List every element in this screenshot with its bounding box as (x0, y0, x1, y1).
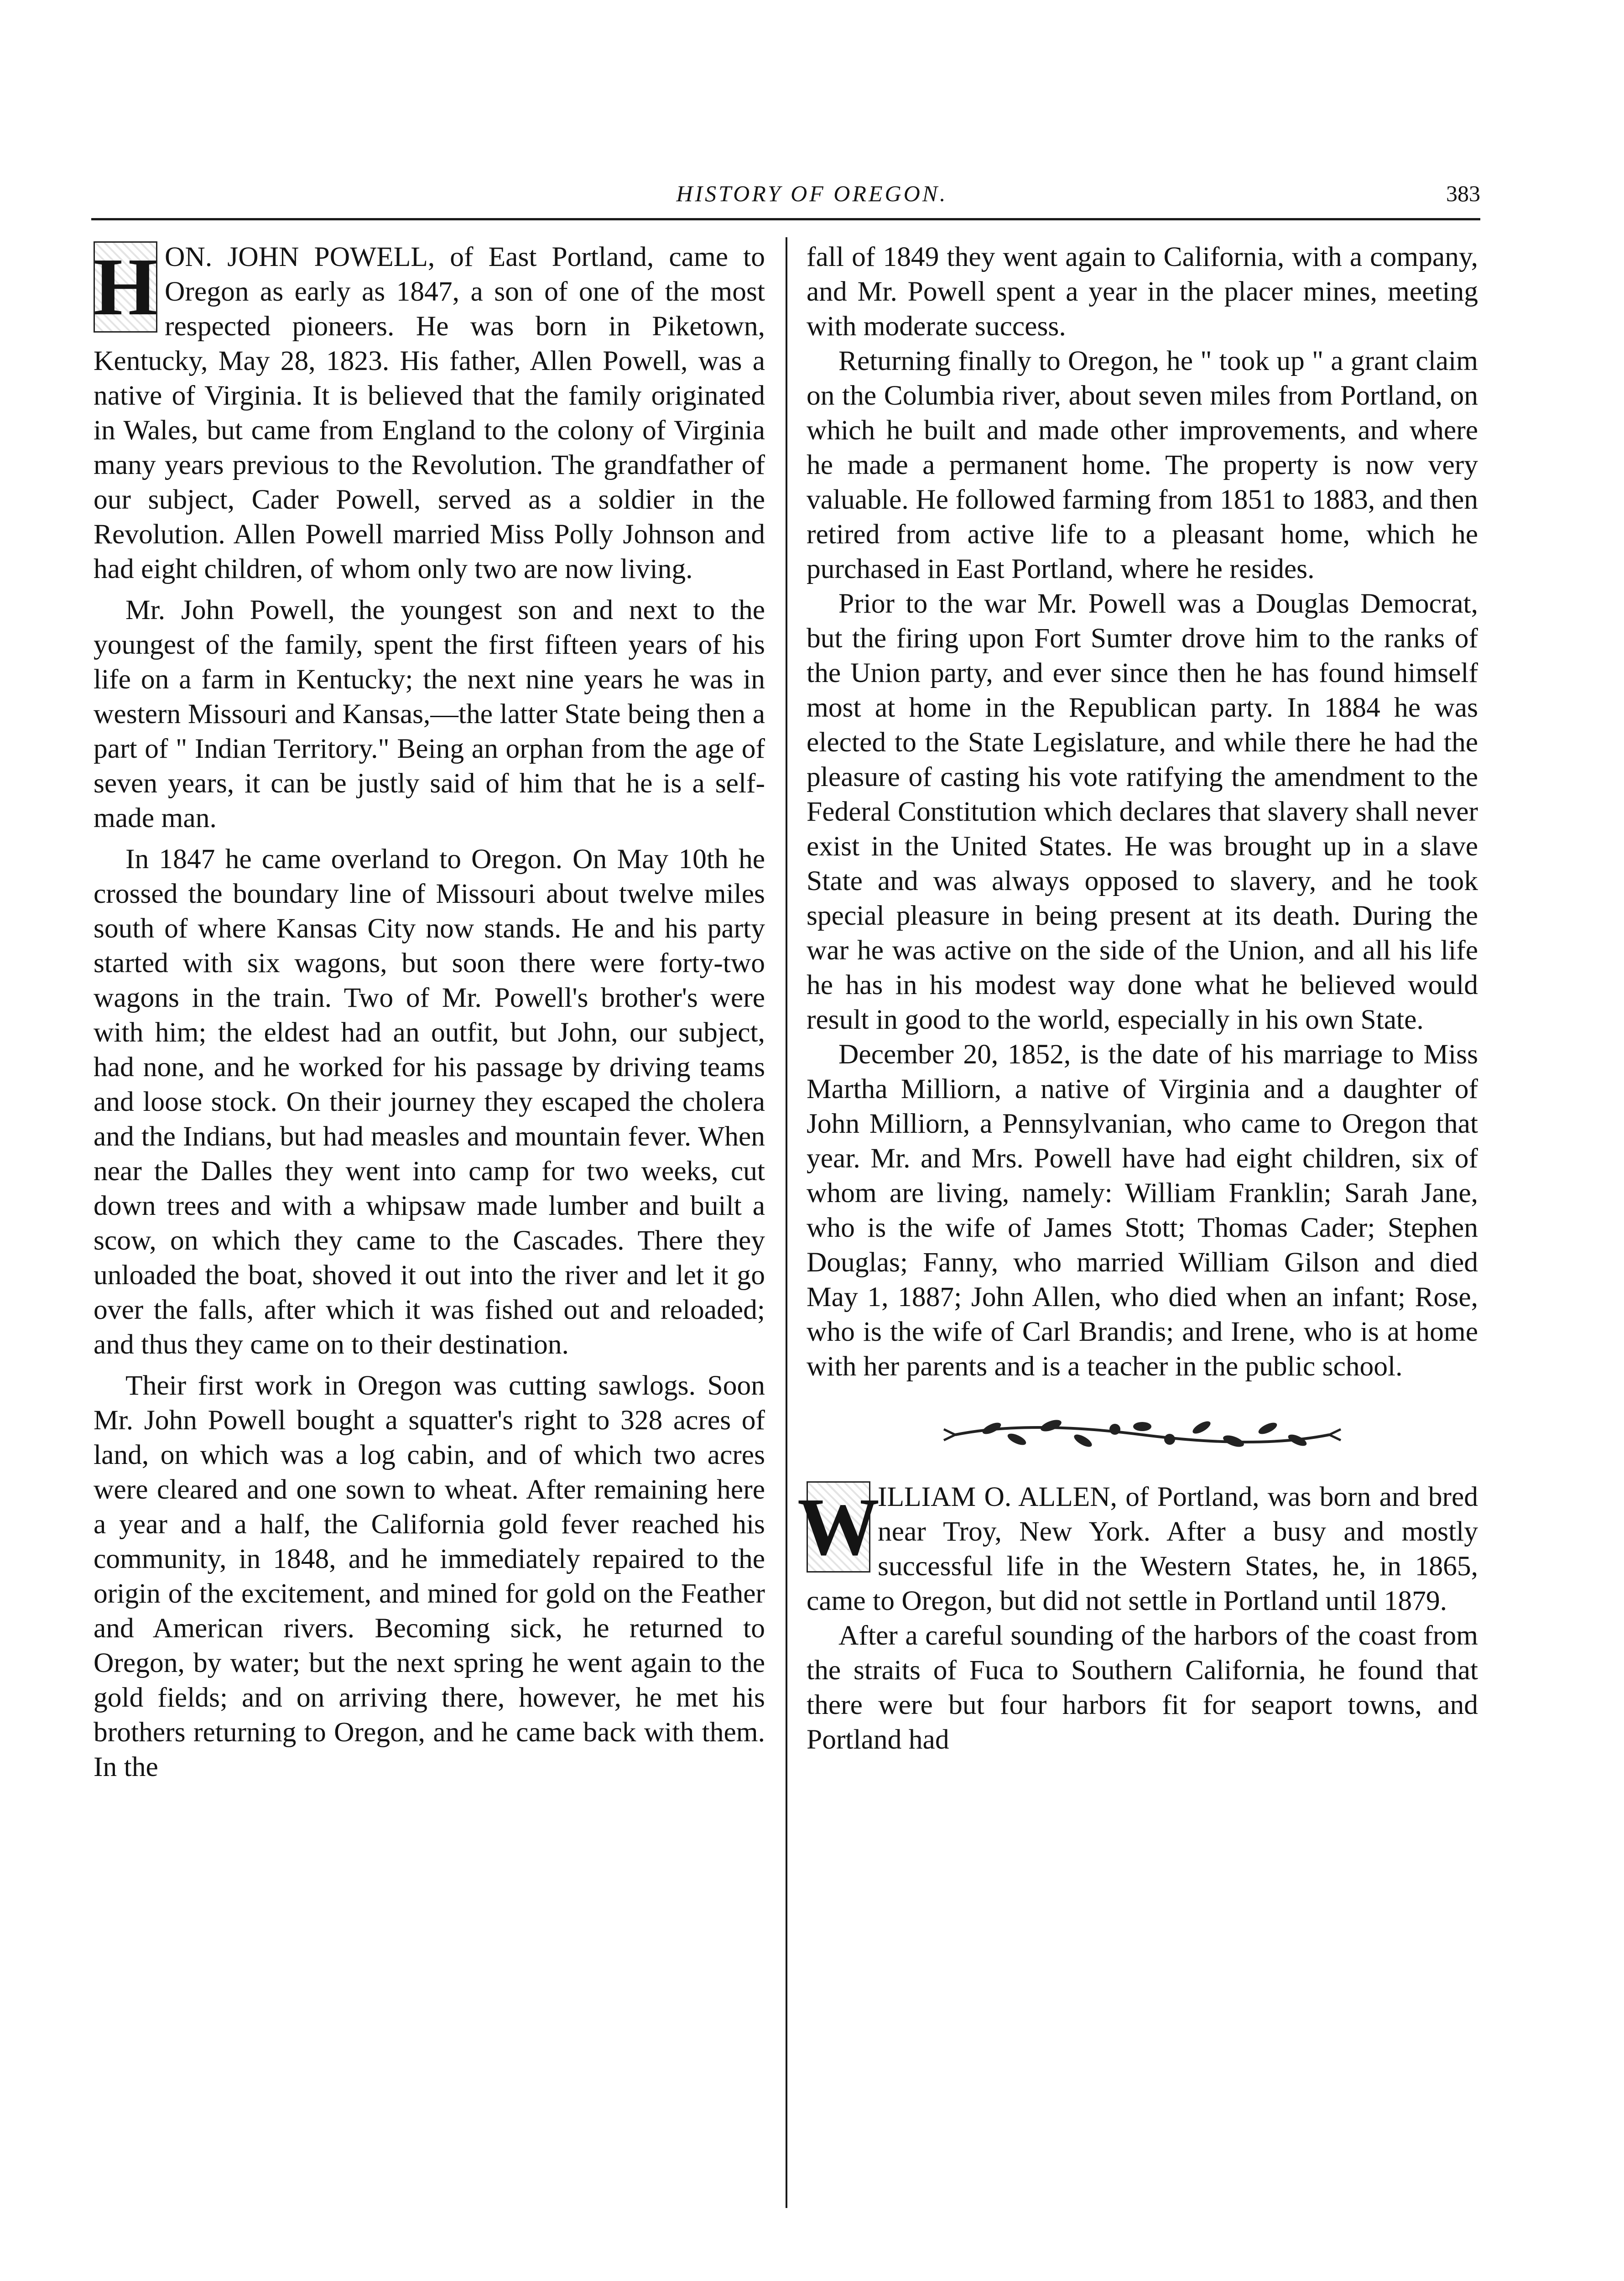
header-rule (91, 218, 1480, 220)
right-column (797, 240, 1478, 1757)
allen-paragraph-1 (797, 1479, 1478, 1618)
column-divider (786, 237, 787, 2208)
powell-paragraph-5: fall of 1849 they went again to California, with a company, and Mr. Powell spent a year in the placer mines, meeting with moderate success. (807, 241, 1478, 342)
powell-paragraph-3: In 1847 he came overland to Oregon. On May 10th he crossed the boundary line of Missouri about twelve miles south of where Kansas City now stands. He and his party started with six wagons, but soon there were forty-two wagons in the train. Two of Mr. Powell's brother's were with him; the eldest had an outfit, but John, our subject, had none, and he worked for his passage by driving teams and loose stock. On their journey they escaped the cholera and the Indians, but had measles and mountain fever. When near the Dalles they went into camp for two weeks, cut down trees and with a whipsaw made lumber and built a scow, on which they came to the Cascades. There they unloaded the boat, shoved it out into the river and let it go over the falls, after which it was fished out and reloaded; and thus they came on to their destination. (94, 844, 765, 1360)
section-ornament (937, 1416, 1348, 1452)
page-number: 383 (1446, 181, 1480, 206)
allen-paragraph-1-text: ILLIAM O. ALLEN, of Portland, was born and bred near Troy, New York. After a busy and mostly successful life in the Western States, he, in 1865, came to Oregon, but did not settle in Portland until 1879. (807, 1481, 1478, 1616)
powell-paragraph-1-text: ON. JOHN POWELL, of East Portland, came to Oregon as early as 1847, a son of one of the most respected pioneers. He was born in Piketown, Kentucky, May 28, 1823. His father, Allen Powell, was a native of Virginia. It is believed that the family originated in Wales, but came from England to the colony of Virginia many years previous to the Revolution. The grandfather of our subject, Cader Powell, served as a soldier in the Revolution. Allen Powell married Miss Polly Johnson and had eight children, of whom only two are now living. (94, 241, 765, 584)
left-column (94, 240, 765, 1784)
allen-paragraph-2: After a careful sounding of the harbors of the coast from the straits of Fuca to Southern California, he found that there were but four harbors fit for seaport towns, and Portland had (807, 1620, 1478, 1755)
powell-paragraph-1 (94, 240, 765, 586)
drop-cap-h: H (94, 241, 158, 332)
powell-paragraph-2: Mr. John Powell, the youngest son and next to the youngest of the family, spent the first fifteen years of his life on a farm in Kentucky; the next nine years he was in western Missouri and Kansas,—the latter State being then a part of " Indian Territory." Being an orphan from the age of seven years, it can be justly said of him that he is a self-made man. (94, 594, 765, 833)
powell-paragraph-7: Prior to the war Mr. Powell was a Douglas Democrat, but the firing upon Fort Sumter drove him to the ranks of the Union party, and ever since then he has found himself most at home in the Republican party. In 1884 he was elected to the State Legislature, and while there he had the pleasure of casting his vote ratifying the amendment to the Federal Constitution which declares that slavery shall never exist in the United States. He was brought up in a slave State and was always opposed to slavery, and he took special pleasure in being present at its death. During the war he was active on the side of the Union, and all his life he has in his modest way done what he believed would result in good to the world, especially in his own State. (807, 588, 1478, 1035)
drop-cap-w: W (797, 1481, 880, 1572)
powell-paragraph-6: Returning finally to Oregon, he " took up " a grant claim on the Columbia river, about seven miles from Portland, on which he built and made other improvements, and where he made a permanent home. The property is now very valuable. He followed farming from 1851 to 1883, and then retired from active life to a pleasant home, which he purchased in East Portland, where he resides. (807, 345, 1478, 584)
powell-paragraph-8: December 20, 1852, is the date of his marriage to Miss Martha Milliorn, a native of Virginia and a daughter of John Milliorn, a Pennsylvanian, who came to Oregon that year. Mr. and Mrs. Powell have had eight children, six of whom are living, namely: William Franklin; Sarah Jane, who is the wife of James Stott; Thomas Cader; Stephen Douglas; Fanny, who married William Gilson and died May 1, 1887; John Allen, who died when an infant; Rose, who is the wife of Carl Brandis; and Irene, who is at home with her parents and is a teacher in the public school. (807, 1039, 1478, 1382)
running-header-title: HISTORY OF OREGON. (676, 181, 948, 206)
powell-paragraph-4: Their first work in Oregon was cutting sawlogs. Soon Mr. John Powell bought a squatter's right to 328 acres of land, on which was a log cabin, and of which two acres were cleared and one sown to wheat. After remaining here a year and a half, the California gold fever reached his community, in 1848, and he immediately repaired to the origin of the excitement, and mined for gold on the Feather and American rivers. Becoming sick, he returned to Oregon, by water; but the next spring he went again to the gold fields; and on arriving there, however, he met his brothers returning to Oregon, and he came back with them. In the (94, 1370, 765, 1782)
